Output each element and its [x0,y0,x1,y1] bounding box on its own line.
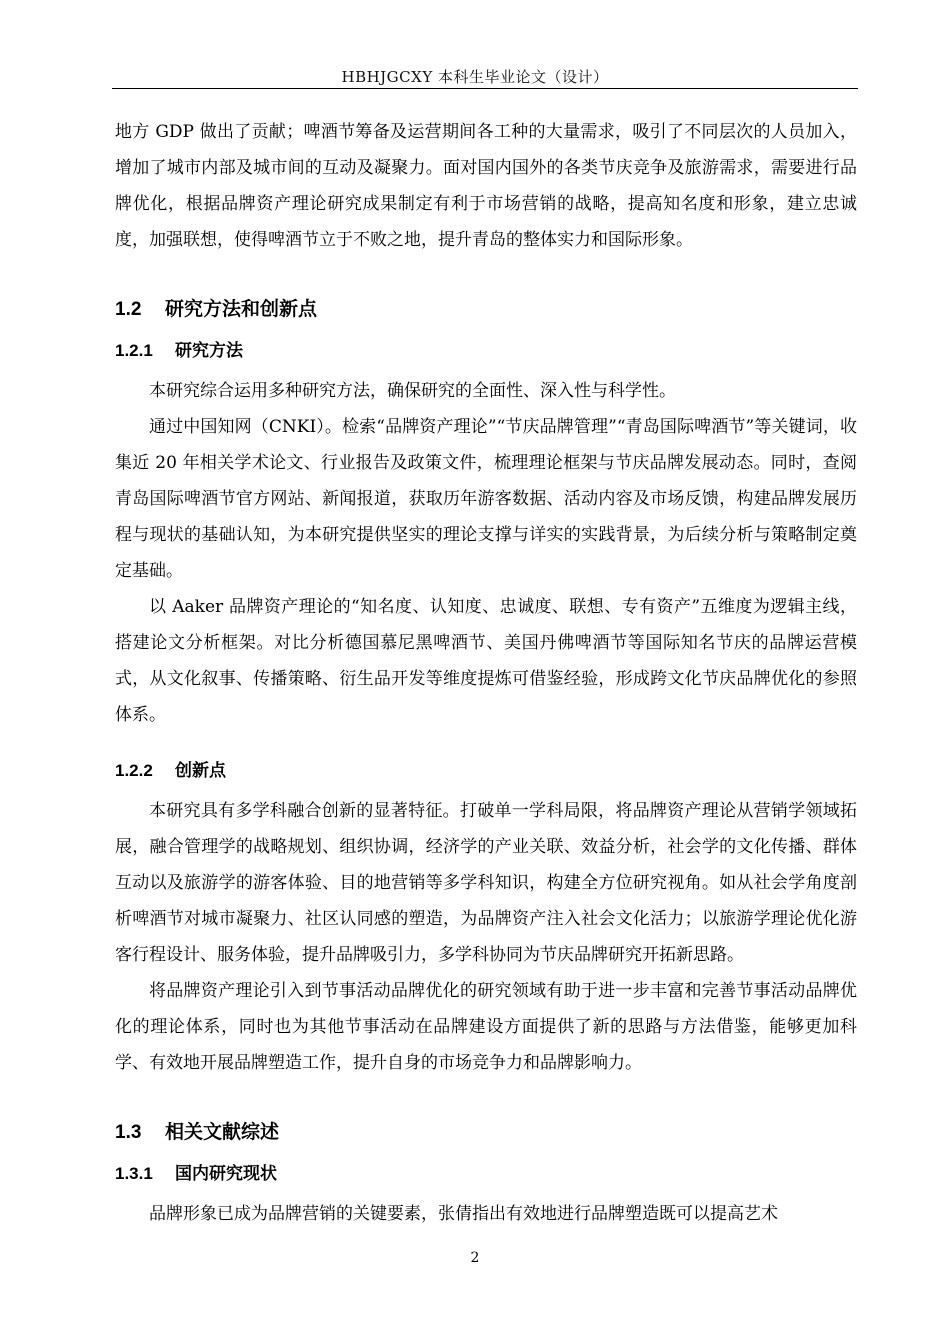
header-divider [112,88,858,89]
subsection-title: 创新点 [175,761,226,781]
page-header-title: HBHJGCXY 本科生毕业论文（设计） [341,68,609,86]
document-body [115,114,857,1232]
paragraph: 本研究综合运用多种研究方法，确保研究的全面性、深入性与科学性。 [149,381,676,401]
subsection-number: 1.2.1 [115,341,153,360]
section-number: 1.3 [115,1122,142,1143]
paragraph: 以 Aaker 品牌资产理论的“知名度、认知度、忠诚度、联想、专有资产”五维度为逻辑主线，搭建论文分析框架。对比分析德国慕尼黑啤酒节、美国丹佛啤酒节等国际知名节庆的品牌运营模式，从文化叙事、传播策略、衍生品开发等维度提炼可借鉴经验，形成跨文化节庆品牌优化的参照体系。 [115,597,857,725]
subsection-title: 国内研究现状 [175,1164,277,1184]
section-heading-1-2 [115,294,857,325]
subsection-heading-1-2-2 [115,757,857,785]
subsection-heading-1-3-1 [115,1160,857,1188]
paragraph: 将品牌资产理论引入到节事活动品牌优化的研究领域有助于进一步丰富和完善节事活动品牌优化的理论体系，同时也为其他节事活动在品牌建设方面提供了新的思路与方法借鉴，能够更加科学、有效地开展品牌塑造工作，提升自身的市场竞争力和品牌影响力。 [115,981,857,1073]
page-number: 2 [470,1250,480,1266]
section-title: 研究方法和创新点 [165,298,318,320]
subsection-number: 1.3.1 [115,1164,153,1183]
subsection-heading-1-2-1 [115,337,857,365]
section-heading-1-3 [115,1117,857,1148]
subsection-number: 1.2.2 [115,761,153,780]
paragraph: 地方 GDP 做出了贡献；啤酒节筹备及运营期间各工种的大量需求，吸引了不同层次的人员加入，增加了城市内部及城市间的互动及凝聚力。面对国内国外的各类节庆竞争及旅游需求，需要进行品牌优化，根据品牌资产理论研究成果制定有利于市场营销的战略，提高知名度和形象，建立忠诚度，加强联想，使得啤酒节立于不败之地，提升青岛的整体实力和国际形象。 [115,122,857,250]
section-title: 相关文献综述 [165,1121,280,1143]
section-number: 1.2 [115,299,142,320]
paragraph: 通过中国知网（CNKI）。检索“品牌资产理论”“节庆品牌管理”“青岛国际啤酒节”等关键词，收集近 20 年相关学术论文、行业报告及政策文件，梳理理论框架与节庆品牌发展动态。同时，查阅青岛国际啤酒节官方网站、新闻报道，获取历年游客数据、活动内容及市场反馈，构建品牌发展历程与现状的基础认知，为本研究提供坚实的理论支撑与详实的实践背景，为后续分析与策略制定奠定基础。 [115,417,857,581]
paragraph: 品牌形象已成为品牌营销的关键要素，张倩指出有效地进行品牌塑造既可以提高艺术 [149,1204,778,1224]
paragraph: 本研究具有多学科融合创新的显著特征。打破单一学科局限，将品牌资产理论从营销学领域拓展，融合管理学的战略规划、组织协调，经济学的产业关联、效益分析，社会学的文化传播、群体互动以及旅游学的游客体验、目的地营销等多学科知识，构建全方位研究视角。如从社会学角度剖析啤酒节对城市凝聚力、社区认同感的塑造，为品牌资产注入社会文化活力；以旅游学理论优化游客行程设计、服务体验，提升品牌吸引力，多学科协同为节庆品牌研究开拓新思路。 [115,801,857,965]
subsection-title: 研究方法 [175,341,243,361]
